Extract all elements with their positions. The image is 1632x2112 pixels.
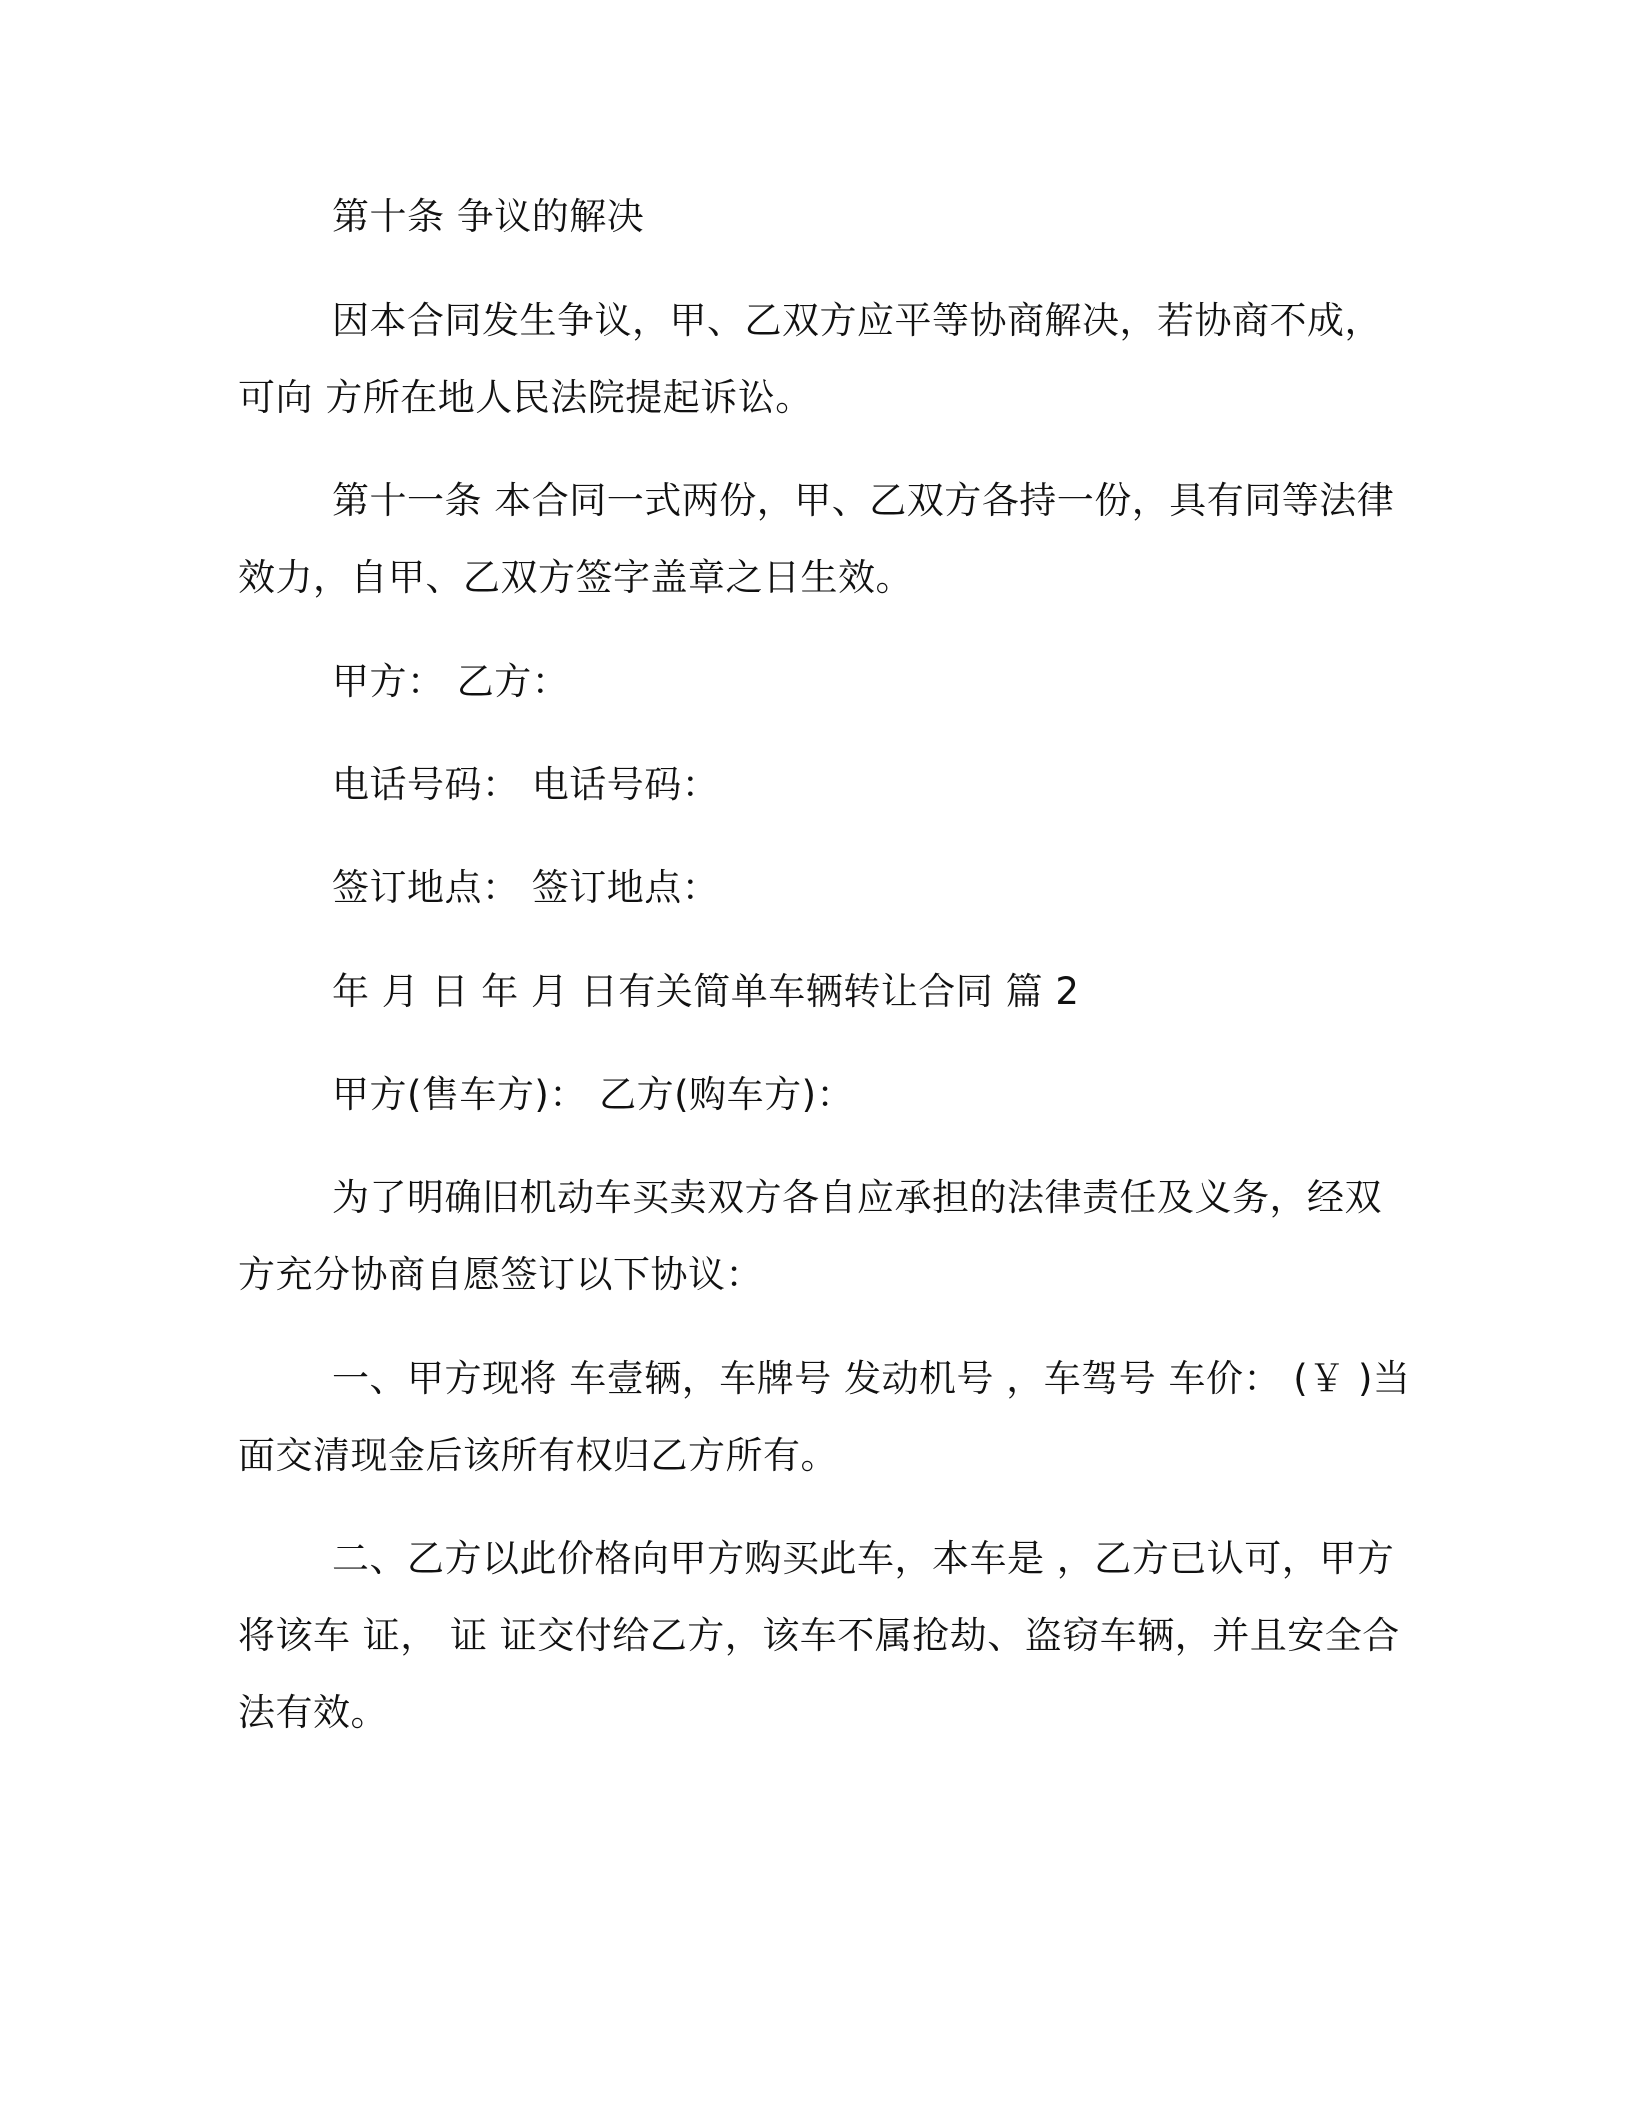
clause-2-line-3: 法有效。 [238,1691,388,1734]
party-signature-line: 甲方： 乙方： [332,660,570,703]
preamble-line-2: 方充分协商自愿签订以下协议： [238,1253,763,1296]
article-10-text-line-1: 因本合同发生争议，甲、乙双方应平等协商解决，若协商不成， [332,299,1382,342]
clause-1-line-1: 一、甲方现将 车壹辆，车牌号 发动机号 ，车驾号 车价： (￥ )当 [332,1357,1411,1400]
preamble-line-1: 为了明确旧机动车买卖双方各自应承担的法律责任及义务，经双 [332,1176,1382,1219]
clause-2-line-2: 将该车 证， 证 证交付给乙方，该车不属抢劫、盗窃车辆，并且安全合 [238,1614,1400,1657]
clause-1-line-2: 面交清现金后该所有权归乙方所有。 [238,1434,838,1477]
article-10-text-line-2: 可向 方所在地人民法院提起诉讼。 [238,376,813,419]
article-10-heading: 第十条 争议的解决 [332,195,645,238]
article-11-text-line-2: 效力，自甲、乙双方签字盖章之日生效。 [238,556,913,599]
date-and-section-title: 年 月 日 年 月 日有关简单车辆转让合同 篇 2 [332,970,1080,1013]
phone-number-line: 电话号码： 电话号码： [332,763,720,806]
signing-location-line: 签订地点： 签订地点： [332,866,720,909]
clause-2-line-1: 二、乙方以此价格向甲方购买此车，本车是 ，乙方已认可，甲方 [332,1537,1395,1580]
seller-buyer-line: 甲方(售车方)： 乙方(购车方)： [332,1073,855,1116]
article-11-text-line-1: 第十一条 本合同一式两份，甲、乙双方各持一份，具有同等法律 [332,479,1395,522]
